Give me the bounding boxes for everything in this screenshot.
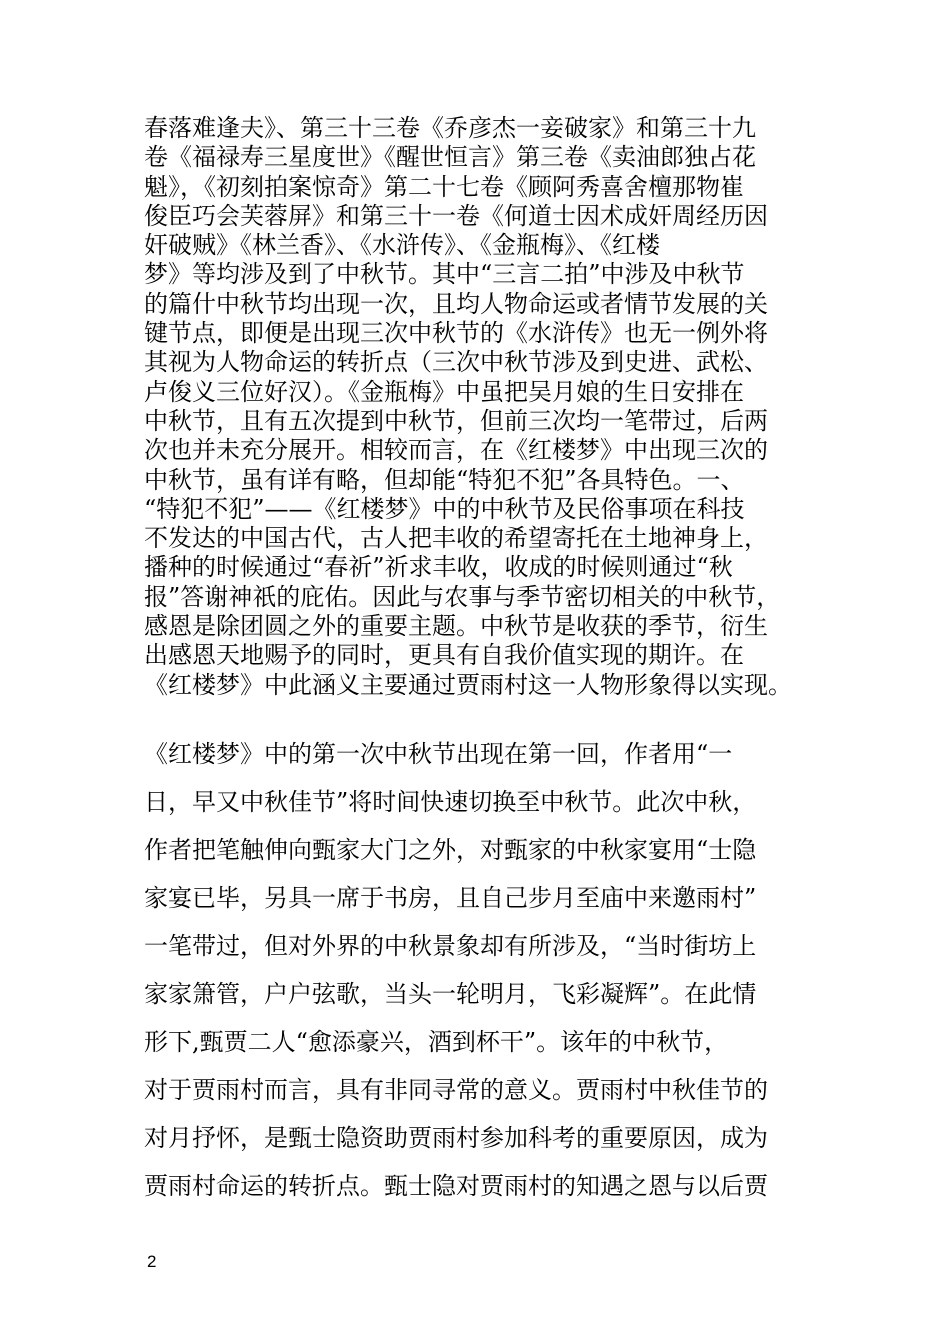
text-line: 一笔带过，但对外界的中秋景象却有所涉及，“当时街坊上 <box>144 932 757 960</box>
text-line: 感恩是除团圆之外的重要主题。中秋节是收获的季节，衍生 <box>144 612 768 641</box>
text-line: 形下,甄贾二人“愈添豪兴，酒到杯干”。该年的中秋节， <box>144 1028 729 1056</box>
text-line: 俊臣巧会芙蓉屏》和第三十一卷《何道士因术成奸周经历因 <box>144 201 768 230</box>
text-line: 家家箫管，户户弦歌，当头一轮明月，飞彩凝辉”。在此情 <box>144 980 757 1008</box>
page-number: 2 <box>147 1252 157 1271</box>
text-line: 梦》等均涉及到了中秋节。其中“三言二拍”中涉及中秋节 <box>144 260 745 289</box>
dense-paragraph <box>144 114 834 700</box>
text-line: 春落难逢夫》、第三十三卷《乔彦杰一妾破家》和第三十九 <box>144 114 756 142</box>
text-line: 不发达的中国古代，古人把丰收的希望寄托在土地神身上， <box>144 524 768 553</box>
spaced-paragraph <box>144 730 834 1210</box>
text-line: 《红楼梦》中的第一次中秋节出现在第一回，作者用“一 <box>144 740 733 768</box>
text-line: 报”答谢神祇的庇佑。因此与农事与季节密切相关的中秋节， <box>144 582 781 611</box>
text-line: 日，早又中秋佳节”将时间快速切换至中秋节。此次中秋， <box>144 788 757 816</box>
text-line: 贾雨村命运的转折点。甄士隐对贾雨村的知遇之恩与以后贾 <box>144 1172 768 1200</box>
text-line: 对月抒怀，是甄士隐资助贾雨村参加科考的重要原因，成为 <box>144 1124 768 1152</box>
text-line: 其视为人物命运的转折点（三次中秋节涉及到史进、武松、 <box>144 348 768 377</box>
text-line: “特犯不犯”——《红楼梦》中的中秋节及民俗事项在科技 <box>144 494 745 523</box>
text-line: 次也并未充分展开。相较而言，在《红楼梦》中出现三次的 <box>144 436 768 465</box>
text-line: 中秋节，且有五次提到中秋节，但前三次均一笔带过，后两 <box>144 406 768 435</box>
text-line: 中秋节，虽有详有略，但却能“特犯不犯”各具特色。一、 <box>144 465 745 494</box>
text-line: 卢俊义三位好汉）。《金瓶梅》中虽把吴月娘的生日安排在 <box>144 377 744 406</box>
text-line: 《红楼梦》中此涵义主要通过贾雨村这一人物形象得以实现。 <box>144 670 792 699</box>
text-line: 出感恩天地赐予的同时，更具有自我价值实现的期许。在 <box>144 641 744 670</box>
text-line: 作者把笔触伸向甄家大门之外，对甄家的中秋家宴用“士隐 <box>144 836 757 864</box>
text-line: 键节点，即便是出现三次中秋节的《水浒传》也无一例外将 <box>144 319 768 348</box>
text-line: 对于贾雨村而言，具有非同寻常的意义。贾雨村中秋佳节的 <box>144 1076 768 1104</box>
text-line: 家宴已毕，另具一席于书房，且自己步月至庙中来邀雨村” <box>144 884 757 912</box>
text-line: 的篇什中秋节均出现一次，且均人物命运或者情节发展的关 <box>144 289 768 318</box>
text-line: 卷《福禄寿三星度世》《醒世恒言》第三卷《卖油郎独占花 <box>144 143 756 172</box>
text-line: 奸破贼》《林兰香》、《水浒传》、《金瓶梅》、《红楼 <box>144 231 660 260</box>
text-line: 魁》，《初刻拍案惊奇》第二十七卷《顾阿秀喜舍檀那物崔 <box>144 172 744 201</box>
text-line: 播种的时候通过“春祈”祈求丰收，收成的时候则通过“秋 <box>144 553 733 582</box>
